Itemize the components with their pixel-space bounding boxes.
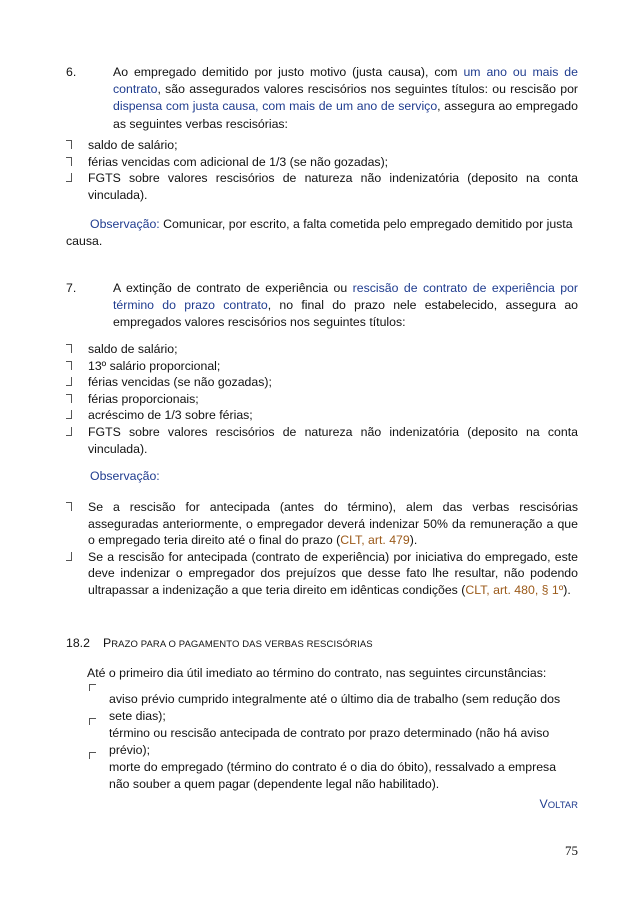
item-6 [66, 64, 578, 133]
observation-label: Observação: [90, 469, 160, 483]
bullet-icon [66, 410, 72, 419]
list-item: saldo de salário; [66, 137, 578, 154]
highlight-text: um ano ou mais de contrato [113, 65, 578, 97]
list-item: férias proporcionais; [66, 391, 578, 408]
list-item: férias vencidas (se não gozadas); [66, 374, 578, 391]
intro-text: Até o primeiro dia útil imediato ao término do contrato, nas seguintes circunstâncias: [87, 666, 547, 680]
bullet-icon [66, 140, 72, 149]
bullet-icon [89, 718, 96, 725]
bullet-icon [66, 344, 72, 353]
observation-text: Comunicar, por escrito, a falta cometida pelo empregado demitido por justa causa. [66, 217, 573, 249]
verbas-list-6 [66, 137, 578, 203]
law-reference: CLT, art. 480, § 1º [465, 582, 564, 597]
list-item: saldo de salário; [66, 341, 578, 358]
item-7 [66, 280, 578, 332]
bullet-icon [66, 502, 72, 511]
list-item: acréscimo de 1/3 sobre férias; [66, 407, 578, 424]
list-item: FGTS sobre valores rescisórios de natureza não indenizatória (deposito na conta vinculada). [66, 170, 578, 203]
item-number: 7. [66, 281, 77, 295]
highlight-text: dispensa com justa causa, com mais de um ano de serviço [113, 99, 438, 114]
law-reference: CLT, art. 479 [340, 533, 410, 548]
list-item: aviso prévio cumprido integralmente até o último dia de trabalho (sem redução dos sete dias); [87, 691, 579, 724]
section-number: 18.2 [66, 636, 90, 650]
bullet-icon [89, 752, 96, 759]
bullet-icon [66, 173, 72, 182]
page-number: 75 [565, 843, 578, 858]
section-heading [66, 636, 578, 650]
verbas-list-7 [66, 341, 578, 457]
observation-7 [66, 468, 578, 485]
bullet-icon [66, 552, 72, 561]
bullet-icon [66, 157, 72, 166]
bullet-icon [66, 361, 72, 370]
item-text: Ao empregado demitido por justo motivo (justa causa), com um ano ou mais de contrato, são assegurados valores rescisórios nos seguintes títulos: ou rescisão por dispensa com justa causa, com mais de um ano de serviço, assegura ao empregado as seguintes verbas rescisórias: [113, 65, 578, 131]
bullet-icon [66, 427, 72, 436]
item-number: 6. [66, 65, 77, 79]
bullet-icon [66, 377, 72, 386]
list-item: Se a rescisão for antecipada (antes do término), alem das verbas rescisórias asseguradas anteriormente, o empregador deverá indenizar 50% da remuneração a que o empregado teria direito até o final do prazo (CLT, art. 479). [66, 499, 578, 549]
circumstances-list [87, 691, 579, 794]
observation-list [66, 499, 578, 599]
bullet-icon [66, 394, 72, 403]
observation-6 [66, 216, 578, 250]
item-text: A extinção de contrato de experiência ou rescisão de contrato de experiência por término do prazo contrato, no final do prazo nele estabelecido, assegura ao empregados valores rescisórios nos seguintes títulos: [113, 281, 579, 330]
list-item: FGTS sobre valores rescisórios de natureza não indenizatória (deposito na conta vinculada). [66, 424, 578, 457]
list-item: férias vencidas com adicional de 1/3 (se não gozadas); [66, 154, 578, 171]
list-item: morte do empregado (término do contrato é o dia do óbito), ressalvado a empresa não souber a quem pagar (dependente legal não habilitado). [87, 759, 579, 792]
observation-label: Observação: [90, 217, 160, 231]
list-item: 13º salário proporcional; [66, 358, 578, 375]
section-title: PRAZO PARA O PAGAMENTO DAS VERBAS RESCISÓRIAS [103, 636, 373, 650]
highlight-text: rescisão de contrato de experiência por término do prazo contrato [113, 281, 578, 313]
list-item: Se a rescisão for antecipada (contrato de experiência) por iniciativa do empregado, este deve indenizar o empregador dos prejuízos que desse fato lhe resultar, não podendo ultrapassar a indenização a que teria direito em idênticas condições (CLT, art. 480, § 1º). [66, 549, 578, 599]
bullet-icon [89, 684, 96, 691]
voltar-link[interactable]: VOLTAR [539, 797, 578, 811]
list-item: término ou rescisão antecipada de contrato por prazo determinado (não há aviso prévio); [87, 725, 579, 758]
